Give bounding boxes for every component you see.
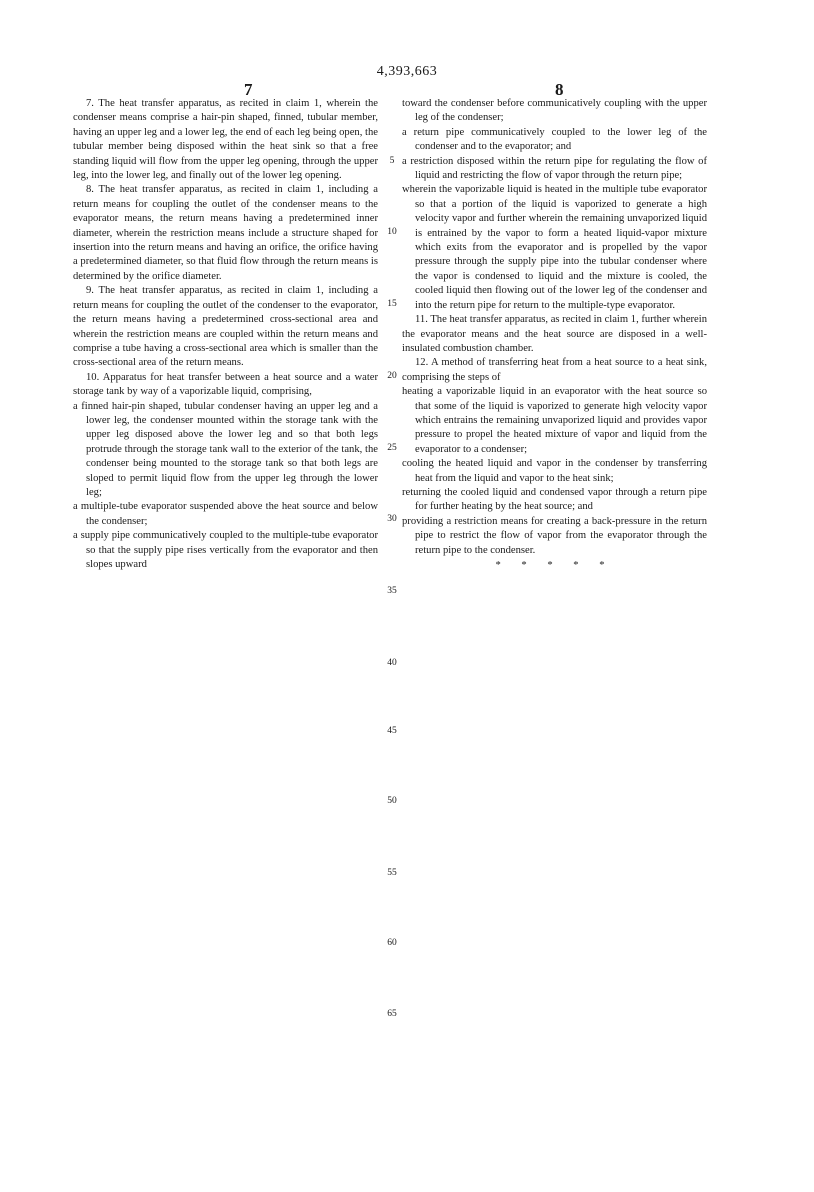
claim-clause: returning the cooled liquid and condensed vapor through a return pipe for further heating by the heat source; and bbox=[402, 486, 707, 513]
left-text-column bbox=[73, 97, 378, 572]
line-number: 25 bbox=[387, 443, 397, 453]
line-number: 55 bbox=[387, 868, 397, 878]
claim-clause: wherein the vaporizable liquid is heated in the multiple tube evaporator so that a portion of the liquid is vaporized to generate a high velocity vapor and further wherein the remaining unvaporized liquid is entrained by the vapor to form a heated liquid-vapor mixture which exits from the evaporator and is propelled by the vapor pressure through the supply pipe into the tubular condenser where the vapor is condensed to liquid and the mixture is cooled, the cooled liquid then flowing out of the lower leg of the condenser and into the return pipe for return to the multiple-type evaporator. bbox=[402, 184, 707, 311]
claim-clause: a restriction disposed within the return pipe for regulating the flow of liquid and restricting the flow of vapor through the return pipe; bbox=[402, 155, 707, 182]
line-number: 35 bbox=[387, 586, 397, 596]
patent-number: 4,393,663 bbox=[376, 64, 438, 79]
claim-clause: heating a vaporizable liquid in an evaporator with the heat source so that some of the liquid is vaporized to generate high velocity vapor which entrains the remaining unvaporized liquid and provides vapor pressure to propel the heated mixture of vapor and liquid from the evaporator to a condenser; bbox=[402, 386, 707, 455]
line-number: 50 bbox=[387, 796, 397, 806]
claim-clause: a multiple-tube evaporator suspended above the heat source and below the condenser; bbox=[73, 501, 378, 527]
line-number: 60 bbox=[387, 938, 397, 948]
line-number: 30 bbox=[387, 514, 397, 524]
claim-paragraph: 8. The heat transfer apparatus, as recited in claim 1, including a return means for coupling the outlet of the condenser means to the evaporator means, the return means having a predetermined inner diameter, wherein the restriction means include a structure shaped for insertion into the return means and having an orifice, the orifice having a predetermined diameter, so that fluid flow through the return means is determined by the orifice diameter. bbox=[73, 184, 378, 282]
line-number: 5 bbox=[389, 156, 395, 166]
claim-paragraph: 9. The heat transfer apparatus, as recited in claim 1, including a return means for coupling the outlet of the condenser to the evaporator, the return means having a predetermined cross-sectional area and wherein the restriction means are coupled within the return means and comprise a tube having a cross-sectional area which is smaller than the cross-sectional area of the return means. bbox=[73, 285, 378, 369]
claim-paragraph: 7. The heat transfer apparatus, as recited in claim 1, wherein the condenser means comprise a hair-pin shaped, finned, tubular member, having an upper leg and a lower leg, the end of each leg being open, the tubular member being disposed within the heat sink so that a free standing liquid will flow from the upper leg opening, through the upper leg, into the lower leg, and finally out of the lower leg opening. bbox=[73, 98, 378, 182]
claim-paragraph: 10. Apparatus for heat transfer between a heat source and a water storage tank by way of a vaporizable liquid, comprising, bbox=[73, 371, 378, 398]
claim-clause: providing a restriction means for creating a back-pressure in the return pipe to restrict the flow of vapor from the evaporator through the return pipe to the condenser. bbox=[402, 515, 707, 556]
end-stars: * * * * * bbox=[495, 560, 614, 571]
claim-paragraph: 11. The heat transfer apparatus, as recited in claim 1, further wherein the evaporator means and the heat source are disposed in a well-insulated combustion chamber. bbox=[402, 314, 707, 354]
left-column-number: 7 bbox=[244, 80, 253, 99]
line-number: 10 bbox=[387, 227, 397, 237]
right-column-number: 8 bbox=[555, 80, 564, 99]
claim-paragraph: 12. A method of transferring heat from a heat source to a heat sink, comprising the steps of bbox=[402, 357, 707, 383]
line-number: 15 bbox=[387, 299, 397, 309]
claim-clause: a return pipe communicatively coupled to the lower leg of the condenser and to the evaporator; and bbox=[402, 126, 707, 153]
line-number: 40 bbox=[387, 658, 397, 668]
claim-clause: a supply pipe communicatively coupled to the multiple-tube evaporator so that the supply pipe rises vertically from the evaporator and then slopes upward bbox=[73, 530, 378, 570]
claim-clause: cooling the heated liquid and vapor in the condenser by transferring heat from the liquid and vapor to the heat sink; bbox=[402, 458, 707, 484]
line-number: 20 bbox=[387, 371, 397, 381]
line-number: 65 bbox=[387, 1009, 397, 1019]
line-number: 45 bbox=[387, 726, 397, 736]
claim-clause: toward the condenser before communicatively coupling with the upper leg of the condenser; bbox=[402, 98, 707, 124]
right-text-column bbox=[402, 97, 707, 573]
claim-clause: a finned hair-pin shaped, tubular condenser having an upper leg and a lower leg, the condenser mounted within the storage tank with the upper leg disposed above the lower leg and so that both legs protrude through the storage tank wall to the exterior of the tank, the condenser being mounted to the storage tank so that both legs are sloped to permit liquid flow from the upper leg through the lower leg; bbox=[73, 400, 378, 498]
